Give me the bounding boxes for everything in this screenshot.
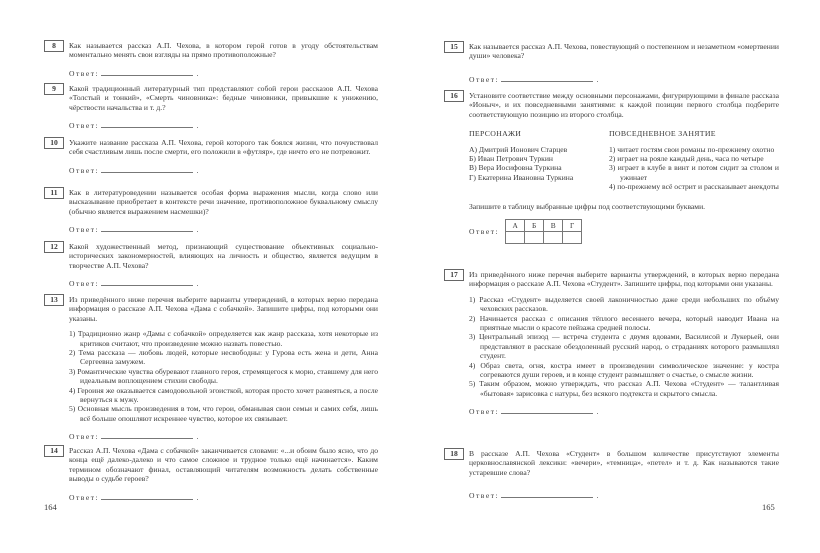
answer-input[interactable] <box>101 223 193 232</box>
statement-item: 2) Начинается рассказ с описания тёплого весеннего вечера, который наводит Ивана на приятные мысли о красоте пейзажа средней полосы. <box>469 313 779 333</box>
question-number: 9 <box>44 83 64 95</box>
answer-row <box>69 491 378 502</box>
answer-label: Ответ: <box>69 225 100 235</box>
answer-table-cell[interactable] <box>506 232 525 244</box>
question-text: Укажите название рассказа А.П. Чехова, герой которого так боялся жизни, что почувствовал себя счастливым лишь после смерти, его положили в «футляр», где ничто его не потревожит. <box>69 138 378 157</box>
statement-item: 1) Традиционно жанр «Дамы с собачкой» определяется как жанр рассказа, хотя некоторые из критиков считают, что произведение можно назвать повестью. <box>69 329 378 348</box>
answer-table-row <box>469 219 779 244</box>
characters-column <box>469 129 609 191</box>
statement-item: 3) Центральный эпизод — встреча студента с двумя вдовами, Василисой и Лукерьей, они представляют в рассказе обездоленный русский народ, о страданиях которого размышлял студент. <box>469 332 779 361</box>
question-number: 8 <box>44 40 64 52</box>
activity-item: 4) по-прежнему всё острит и рассказывает анекдоты <box>609 182 779 192</box>
answer-row <box>469 73 779 84</box>
answer-input[interactable] <box>101 277 193 286</box>
question-number: 16 <box>444 90 464 102</box>
statement-item: 4) Героиня же оказывается самодовольной эгоисткой, которая просто хочет развеяться, а после вернуться к мужу. <box>69 385 378 405</box>
question-number: 14 <box>44 445 64 457</box>
question-number: 13 <box>44 294 64 306</box>
statement-list <box>69 329 378 423</box>
answer-input[interactable] <box>501 405 593 414</box>
answer-label: Ответ: <box>69 165 100 175</box>
question-number: 11 <box>44 187 64 199</box>
question-number: 10 <box>44 137 64 149</box>
answer-input[interactable] <box>501 73 593 82</box>
characters-header: ПЕРСОНАЖИ <box>469 129 522 139</box>
answer-row <box>69 223 378 234</box>
answer-period: . <box>193 279 200 289</box>
answer-label: Ответ: <box>69 492 100 502</box>
question-14 <box>50 446 378 502</box>
question-11 <box>50 188 378 235</box>
answer-row <box>69 119 378 130</box>
question-text: Рассказ А.П. Чехова «Дама с собачкой» заканчивается словами: «...и обоим было ясно, что до конца ещё далеко-далеко и что самое сложное и трудное только ещё начинается». Каким термином обозначают финал, оставляющий читателям возможность делать собственные выводы о судьбе героев? <box>69 446 378 484</box>
answer-input[interactable] <box>501 489 593 498</box>
question-text: Как в литературоведении называется особая форма выражения мысли, когда слово или высказывание приобретает в контексте речи значение, противоположное буквальному смыслу (обычно является выражением насмешки)? <box>69 188 378 216</box>
statement-item: 1) Рассказ «Студент» выделяется своей лаконичностью даже среди небольших по объёму чеховских рассказов. <box>469 294 779 314</box>
answer-input[interactable] <box>101 164 193 173</box>
character-item: Г) Екатерина Ивановна Туркина <box>469 172 574 182</box>
question-text: Какой художественный метод, признающий существование объективных социально-исторических закономерностей, влияющих на личность и общество, является ведущим в творчестве А.П. Чехова? <box>69 242 378 270</box>
answer-table-header: В <box>544 220 563 232</box>
character-item: В) Вера Иосифовна Туркина <box>469 163 562 173</box>
answer-input[interactable] <box>101 119 193 128</box>
answer-label: Ответ: <box>69 121 100 131</box>
question-13 <box>50 295 378 442</box>
question-text: Из приведённого ниже перечня выберите варианты утверждений, в которых верно передана информация о рассказе А.П. Чехова «Студент». Запишите цифры, под которыми они указаны. <box>469 270 779 289</box>
question-number: 15 <box>444 41 464 53</box>
answer-period: . <box>593 74 600 84</box>
answer-period: . <box>193 165 200 175</box>
answer-label: Ответ: <box>469 491 500 501</box>
answer-period: . <box>593 491 600 501</box>
answer-row <box>69 67 378 78</box>
answer-label: Ответ: <box>469 407 500 417</box>
answer-table-cell[interactable] <box>525 232 544 244</box>
answer-table-cell[interactable] <box>563 232 582 244</box>
statement-list <box>469 295 779 398</box>
question-text: В рассказе А.П. Чехова «Студент» в большом количестве присутствуют элементы церковнославянской лексики: «вечери», «темница», «петел» и т. д. Как называются такие устаревшие слова? <box>469 449 779 477</box>
question-18 <box>450 449 779 501</box>
statement-item: 2) Тема рассказа — любовь людей, которые несвободны: у Гурова есть жена и дети, Анна Сергеевна замужем. <box>69 348 378 367</box>
answer-label: Ответ: <box>69 432 100 442</box>
answer-input[interactable] <box>101 430 193 439</box>
answer-period: . <box>193 225 200 235</box>
question-number: 12 <box>44 241 64 253</box>
question-8 <box>52 41 378 78</box>
question-text: Установите соответствие между основными персонажами, фигурирующими в финале рассказа «Ионыч», и их повседневными занятиями: к каждой позиции первого столбца подберите соответствующую позицию из второго столбца. <box>469 91 779 119</box>
answer-table-cell[interactable] <box>544 232 563 244</box>
question-16 <box>450 91 779 244</box>
question-text: Как называется рассказ А.П. Чехова, в котором герой готов в угоду обстоятельствам моментально менять свои взгляды на прямо противоположные? <box>69 41 378 60</box>
statement-item: 5) Таким образом, можно утверждать, что рассказ А.П. Чехова «Студент» — талантливая «бытовая» зарисовка с натуры, без всякого подтекста и скрытого смысла. <box>469 379 779 398</box>
answer-input[interactable] <box>101 491 193 500</box>
answer-row <box>69 430 378 441</box>
statement-item: 5) Основная мысль произведения в том, что герои, обманывая свои семьи и самих себя, лишь всё больше опошляют искреннее чувство, которое их связывает. <box>69 404 378 423</box>
answer-table-header: Г <box>563 220 582 232</box>
activity-item: 2) играет на рояле каждый день, часа по четыре <box>609 154 764 164</box>
answer-row <box>69 164 378 175</box>
question-number: 17 <box>444 269 464 281</box>
character-item: А) Дмитрий Ионович Старцев <box>469 144 568 154</box>
answer-label: Ответ: <box>69 68 100 78</box>
page-number: 164 <box>44 502 57 512</box>
matching-columns <box>469 129 779 191</box>
question-text: Какой традиционный литературный тип представляют собой герои рассказов А.П. Чехова «Толстый и тонкий», «Смерть чиновника»: бедные чиновники, привыкшие к унижению, чёрствости начальства и т. д.? <box>69 84 378 112</box>
answer-label: Ответ: <box>469 226 500 236</box>
statement-item: 3) Романтические чувства обуревают главного героя, стремящегося к морю, ставшему для него идеальным воплощением стихии свободы. <box>69 366 378 386</box>
answer-period: . <box>193 432 200 442</box>
question-12 <box>50 242 378 289</box>
table-instruction: Запишите в таблицу выбранные цифры под соответствующими буквами. <box>469 201 706 211</box>
character-item: Б) Иван Петрович Туркин <box>469 154 553 164</box>
answer-row <box>469 489 779 500</box>
answer-label: Ответ: <box>69 279 100 289</box>
statement-item: 4) Образ света, огня, костра имеет в произведении символическое значение: у костра согреваются души героев, и в конце студент размышляет о счастье, о смысле жизни. <box>469 360 779 380</box>
answer-period: . <box>193 121 200 131</box>
answer-table <box>505 219 582 244</box>
answer-table-header: Б <box>525 220 544 232</box>
question-10 <box>50 138 378 175</box>
answer-row <box>69 277 378 288</box>
answer-row <box>469 405 779 416</box>
question-17 <box>450 270 779 417</box>
page-number: 165 <box>762 502 775 512</box>
question-text: Из приведённого ниже перечня выберите варианты утверждений, в которых верно передана информация о рассказе А.П. Чехова «Дама с собачкой». Запишите цифры, под которыми они указаны. <box>69 295 378 323</box>
question-9 <box>52 84 378 131</box>
answer-period: . <box>593 407 600 417</box>
answer-input[interactable] <box>101 67 193 76</box>
activities-column <box>609 129 779 191</box>
answer-table-header: А <box>506 220 525 232</box>
question-text: Как называется рассказ А.П. Чехова, повествующий о постепенном и незаметном «омертвении души» человека? <box>469 42 779 61</box>
question-15 <box>450 42 779 84</box>
answer-period: . <box>193 492 200 502</box>
answer-label: Ответ: <box>469 74 500 84</box>
question-number: 18 <box>444 448 464 460</box>
activities-header: ПОВСЕДНЕВНОЕ ЗАНЯТИЕ <box>609 129 716 139</box>
answer-period: . <box>193 68 200 78</box>
activity-item: 3) играет в клубе в винт и потом сидит за столом и ужинает <box>609 163 779 182</box>
activity-item: 1) читает гостям свои романы по-прежнему охотно <box>609 144 775 154</box>
